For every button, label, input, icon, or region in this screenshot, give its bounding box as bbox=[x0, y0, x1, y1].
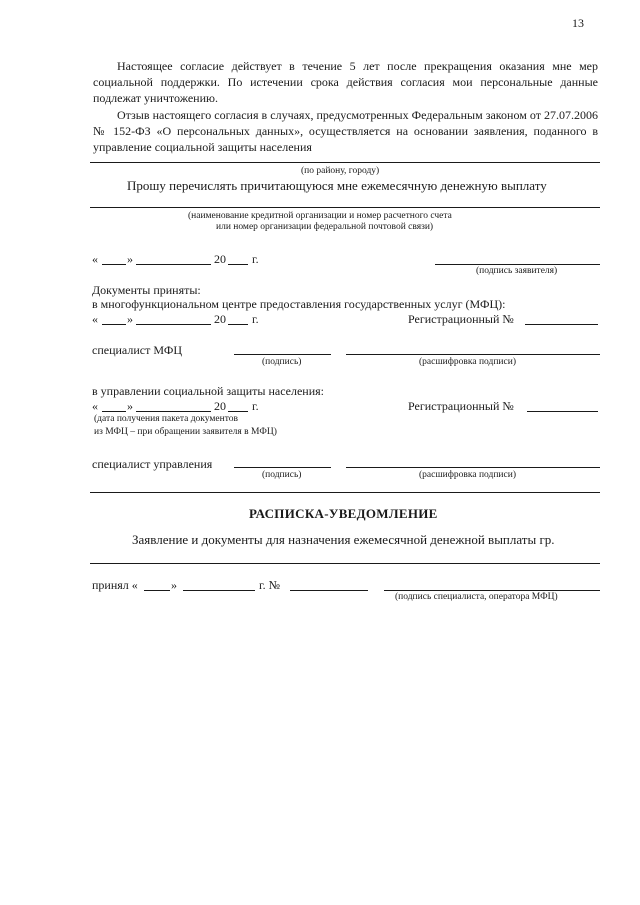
mfc-signature-caption: (подпись) bbox=[262, 357, 302, 367]
consent-validity-text: Настоящее согласие действует в течение 5 лет после прекращения оказания мне мер социальной поддержки. По истечении срока действия согласия мои персональные данные подлежат уничтожению. bbox=[93, 59, 598, 105]
month-blank bbox=[136, 324, 211, 325]
accepted-month-blank bbox=[183, 590, 255, 591]
applicant-signature-line bbox=[435, 264, 600, 265]
year-blank bbox=[228, 324, 248, 325]
accepted-label: принял « bbox=[92, 578, 138, 592]
year-prefix: 20 bbox=[214, 399, 226, 413]
page-number: 13 bbox=[572, 16, 584, 30]
month-blank bbox=[136, 411, 211, 412]
year-suffix: г. bbox=[252, 252, 259, 266]
date-close-quote: » bbox=[127, 312, 133, 326]
dept-specialist-label: специалист управления bbox=[92, 457, 213, 471]
bank-caption-2: или номер организации федеральной почтовой связи) bbox=[216, 222, 434, 232]
payment-request: Прошу перечислять причитающуюся мне ежемесячную денежную выплату bbox=[127, 178, 547, 193]
date-close-quote: » bbox=[127, 252, 133, 266]
year-blank bbox=[228, 411, 248, 412]
date-open-quote: « bbox=[92, 252, 98, 266]
date-open-quote: « bbox=[92, 399, 98, 413]
mfc-signature-line bbox=[234, 354, 331, 355]
package-date-caption-2: из МФЦ – при обращении заявителя в МФЦ) bbox=[94, 427, 277, 437]
applicant-signature-caption: (подпись заявителя) bbox=[476, 266, 558, 276]
day-blank bbox=[102, 411, 126, 412]
dept-decoding-line bbox=[346, 467, 600, 468]
dept-decoding-caption: (расшифровка подписи) bbox=[419, 470, 516, 480]
receipt-name-line bbox=[90, 563, 600, 564]
mfc-specialist-label: специалист МФЦ bbox=[92, 343, 182, 357]
district-line bbox=[90, 162, 600, 163]
section-separator bbox=[90, 492, 600, 493]
dept-reg-number-label: Регистрационный № bbox=[408, 399, 514, 413]
dept-signature-caption: (подпись) bbox=[262, 470, 302, 480]
accepted-number-blank bbox=[290, 590, 368, 591]
consent-validity-paragraph bbox=[93, 58, 598, 106]
district-caption: (по району, городу) bbox=[301, 166, 380, 176]
year-blank bbox=[228, 264, 248, 265]
year-prefix: 20 bbox=[214, 252, 226, 266]
dept-reg-number-line bbox=[527, 411, 598, 412]
docs-accepted: Документы приняты: bbox=[92, 283, 201, 297]
mfc-full-name: в многофункциональном центре предоставления государственных услуг (МФЦ): bbox=[92, 297, 506, 311]
bank-caption-1: (наименование кредитной организации и номер расчетного счета bbox=[188, 211, 452, 221]
receipt-title: РАСПИСКА-УВЕДОМЛЕНИЕ bbox=[249, 506, 438, 521]
accepted-day-blank bbox=[144, 590, 170, 591]
date-close-quote: » bbox=[171, 578, 177, 592]
consent-revocation-text: Отзыв настоящего согласия в случаях, предусмотренных Федеральным законом от 27.07.2006 № 152-ФЗ «О персональных данных», осуществляется на основании заявления, поданного в управление социальной защиты населения bbox=[93, 108, 598, 154]
year-suffix: г. bbox=[252, 312, 259, 326]
consent-revocation-paragraph bbox=[93, 107, 598, 155]
date-open-quote: « bbox=[92, 312, 98, 326]
month-blank bbox=[136, 264, 211, 265]
dept-signature-line bbox=[234, 467, 331, 468]
operator-signature-line bbox=[384, 590, 600, 591]
operator-caption: (подпись специалиста, оператора МФЦ) bbox=[395, 592, 558, 602]
number-sign: г. № bbox=[259, 578, 281, 592]
day-blank bbox=[102, 264, 126, 265]
package-date-caption-1: (дата получения пакета документов bbox=[94, 414, 238, 424]
year-prefix: 20 bbox=[214, 312, 226, 326]
mfc-reg-number-line bbox=[525, 324, 598, 325]
mfc-decoding-line bbox=[346, 354, 600, 355]
mfc-decoding-caption: (расшифровка подписи) bbox=[419, 357, 516, 367]
bank-line bbox=[90, 207, 600, 208]
receipt-text: Заявление и документы для назначения ежемесячной денежной выплаты гр. bbox=[132, 532, 555, 547]
social-dept-label: в управлении социальной защиты населения: bbox=[92, 384, 325, 398]
year-suffix: г. bbox=[252, 399, 259, 413]
date-close-quote: » bbox=[127, 399, 133, 413]
mfc-reg-number-label: Регистрационный № bbox=[408, 312, 514, 326]
day-blank bbox=[102, 324, 126, 325]
